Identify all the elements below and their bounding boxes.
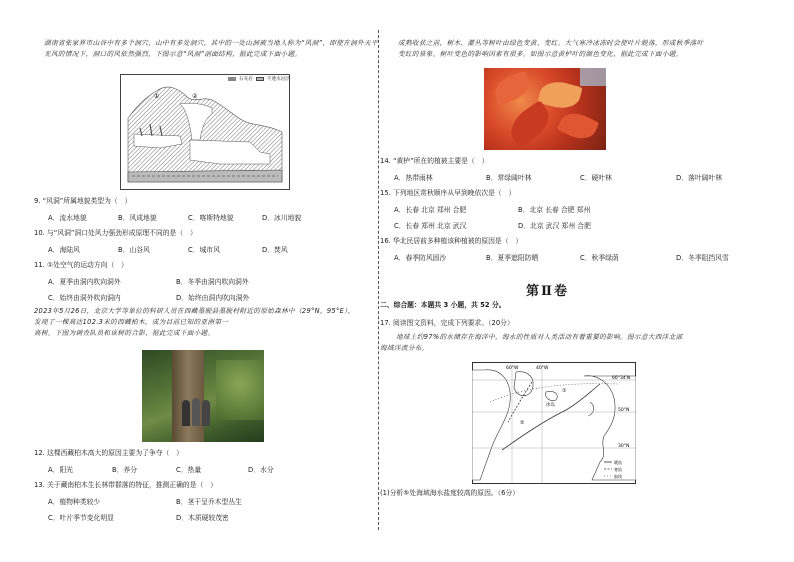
question-13-stem: 13. 关于藏南柏木生长林带群落的特征，推测正确的是（ ） (34, 481, 217, 489)
q16-option-a[interactable]: A．春季防风固沙 (394, 254, 447, 262)
question-11-stem: 11. ①处空气的运动方向（ ） (34, 261, 128, 269)
map-label-60w: 60°W (506, 366, 519, 371)
passage-intro-1 (44, 38, 380, 60)
q12-option-b[interactable]: B．养分 (112, 466, 138, 474)
q9-option-a[interactable]: A．流水地貌 (48, 214, 87, 222)
q16-option-d[interactable]: D．冬季阻挡风雪 (676, 254, 729, 262)
q11-option-c[interactable]: C．始终由洞外吹向洞内 (48, 294, 121, 302)
q9-option-b[interactable]: B．风成地貌 (118, 214, 157, 222)
question-15-stem: 15. 下列地区赏秋顺序从早到晚依次是（ ） (380, 189, 516, 197)
figure-legend (228, 76, 290, 82)
q9-option-c[interactable]: C．喀斯特地貌 (188, 214, 234, 222)
question-10-stem: 10. 与“风洞”洞口处风力强劲形成原理不同的是（ ） (34, 229, 197, 237)
map-label-50n: 50°N (618, 408, 630, 413)
question-12-stem: 12. 这棵西藏柏木高大的原因主要为了争夺（ ） (34, 449, 183, 457)
q16-option-b[interactable]: B．夏季遮阳防晒 (486, 254, 539, 262)
section-title: 第Ⅱ卷 (526, 284, 569, 299)
q12-option-c[interactable]: C．热量 (176, 466, 202, 474)
q11-option-a[interactable]: A．夏季由洞内吹向洞外 (48, 278, 121, 286)
legend-swatch-impermeable (256, 77, 264, 81)
legend-label: 不透水岩层 (266, 77, 290, 82)
foliage-right (216, 360, 264, 420)
leaf-4 (557, 108, 600, 145)
north-atlantic-map (472, 362, 636, 484)
person-2 (192, 398, 200, 426)
person-1 (182, 400, 190, 426)
q10-option-d[interactable]: D．焚风 (262, 246, 288, 254)
q14-option-a[interactable]: A．热带雨林 (394, 174, 433, 182)
passage-intro-2 (34, 306, 380, 339)
q15-option-d[interactable]: D．北京 武汉 郑州 合肥 (518, 222, 591, 230)
q13-option-c[interactable]: C．叶片季节变化明显 (48, 514, 114, 522)
q15-option-a[interactable]: A．长春 北京 郑州 合肥 (394, 206, 467, 214)
person-3 (202, 400, 210, 426)
q11-option-b[interactable]: B．冬季由洞内吹向洞外 (176, 278, 249, 286)
question-14-stem: 14. “黄栌”所在的植被主要是（ ） (380, 157, 489, 165)
q16-option-c[interactable]: C．秋季绿荫 (580, 254, 619, 262)
passage-line: 海域洋流分布。 (380, 344, 429, 352)
q15-option-c[interactable]: C．长春 郑州 北京 武汉 (394, 222, 467, 230)
passage-line: 2023年5月26日，北京大学等单位的科研人员在西藏墨脱县墨脱村附近的原始森林中（29°N，95°E）， (34, 307, 355, 315)
leaf-photo (484, 68, 606, 150)
q11-option-d[interactable]: D．始终由洞内吹向洞外 (176, 294, 250, 302)
column-divider (378, 30, 379, 530)
cave-profile-figure (120, 74, 290, 190)
marker-2: ② (192, 93, 198, 100)
q13-option-d[interactable]: D．木质硬较茂密 (176, 514, 229, 522)
passage-intro-3 (398, 38, 738, 60)
sky-patch (580, 68, 606, 86)
passage-line: 高树。下图为调查队员和该树的合影，据此完成下面小题。 (34, 329, 215, 337)
passage-line: 发现了一棵高达102.3米的西藏柏木，成为目前已知的亚洲第一 (34, 318, 229, 326)
q9-option-d[interactable]: D．冰川地貌 (262, 214, 302, 222)
passage-line: 湖南省张家界市山谷中有多个洞穴，山中有多处洞穴，其中的一处山洞被当地人称为“风洞”，即使在洞外天平 (44, 39, 378, 47)
passage-line: 成熟收获之前，树木、灌丛等树叶由绿色变黄、变红。大气寒冷冰冻时会使叶片脱落，形成秋季落叶 (398, 39, 704, 47)
q10-option-c[interactable]: C．城市风 (188, 246, 220, 254)
tree-trunk (172, 350, 204, 442)
legend-cold: 寒流 (614, 467, 622, 472)
passage-line: 地球上约97%的水储存在海洋中，海水的性质对人类活动有着重要的影响。图示意大西洋北部 (396, 333, 683, 341)
legend-swatch-limestone (228, 77, 236, 81)
question-17-stem: 17. 阅读图文资料，完成下列要求。（20分） (380, 319, 514, 327)
map-marker-2: ② (520, 420, 525, 426)
q10-option-a[interactable]: A．海陆风 (48, 246, 80, 254)
passage-line: 无风的情况下，洞口的风依然强烈，下图示意“风洞”剖面结构，据此完成下面小题。 (44, 50, 302, 58)
q12-option-a[interactable]: A．阳光 (48, 466, 74, 474)
q10-option-b[interactable]: B．山谷风 (118, 246, 150, 254)
section-note: 二、综合题：本题共 3 小题，共 52 分。 (380, 301, 506, 309)
q12-option-d[interactable]: D．水分 (248, 466, 274, 474)
q13-option-a[interactable]: A．植物种类较少 (48, 498, 101, 506)
legend-label: 石灰岩 (239, 77, 253, 82)
q15-option-b[interactable]: B．北京 长春 合肥 郑州 (518, 206, 591, 214)
map-label-30n: 30°N (618, 444, 630, 449)
legend-route: 航线 (614, 474, 622, 479)
marker-1: ① (154, 93, 160, 100)
leaf-3 (504, 100, 556, 148)
question-9-stem: 9. “风洞”所属地貌类型为（ ） (34, 197, 132, 205)
leaf-1 (491, 71, 533, 106)
map-marker-1: ① (562, 388, 567, 394)
q14-option-d[interactable]: D．落叶阔叶林 (676, 174, 723, 182)
legend-warm: 暖流 (614, 460, 622, 465)
question-17-sub1: (1)分析⑤处海域海水盐度较高的原因。（6分） (380, 489, 519, 497)
q13-option-b[interactable]: B．茎干呈乔木型丛生 (176, 498, 242, 506)
map-label-iceland: 冰岛 (546, 403, 555, 408)
q14-option-b[interactable]: B．常绿阔叶林 (486, 174, 532, 182)
map-label-arctic-circle: 66°34′N (612, 376, 631, 381)
tree-photo (142, 350, 264, 442)
question-16-stem: 16. 华北民居前多种植该种植被的原因是（ ） (380, 237, 523, 245)
q17-passage (380, 332, 710, 354)
q14-option-c[interactable]: C．硬叶林 (580, 174, 612, 182)
map-label-40w: 40°W (536, 366, 549, 371)
passage-line: 变红的景象。树叶变色的影响因素有很多。如图示意黄栌叶的颜色变化，据此完成下面小题。 (398, 50, 683, 58)
